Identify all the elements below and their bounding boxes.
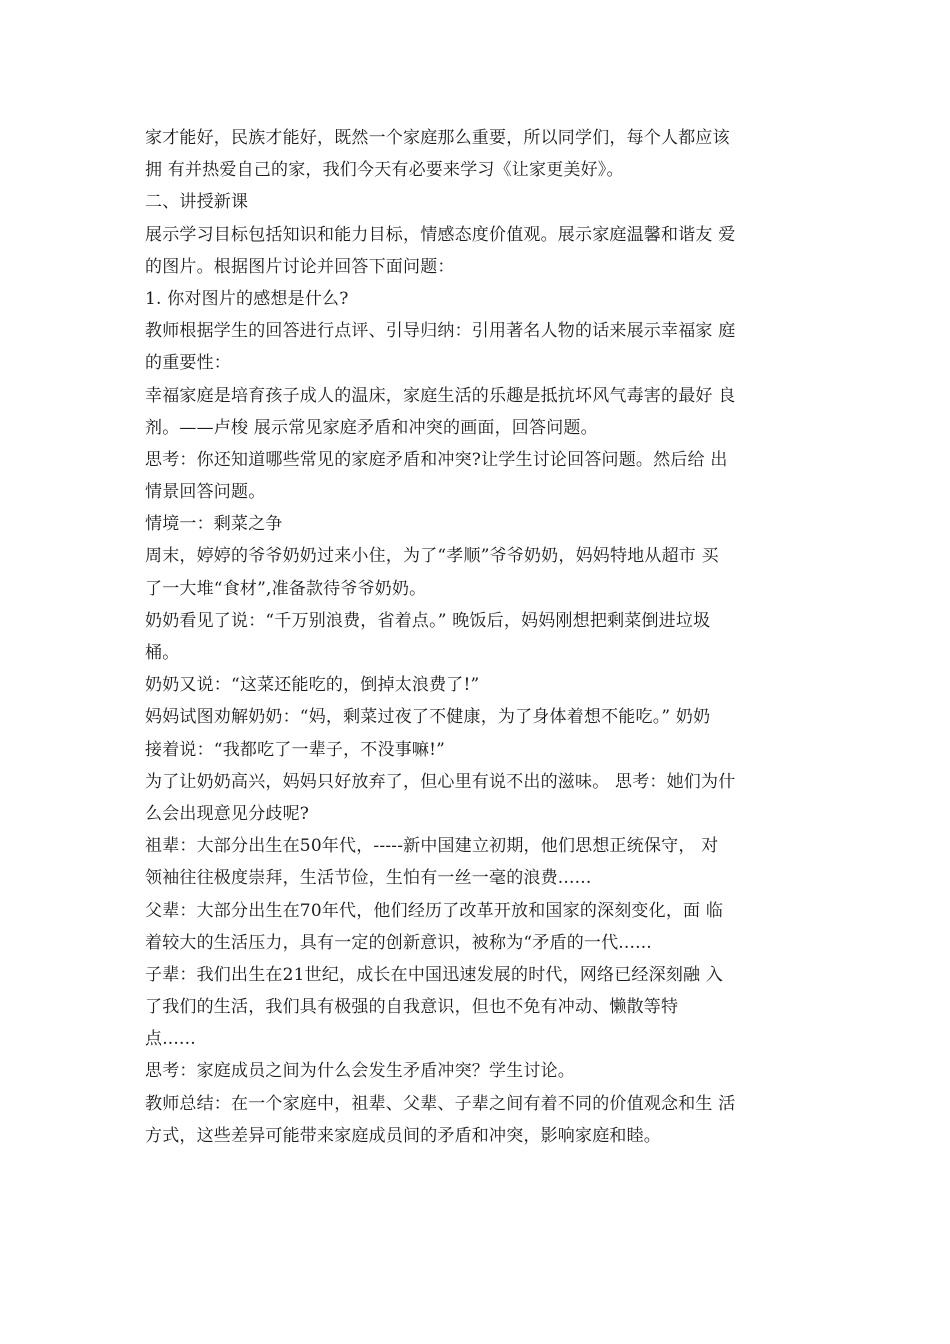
text-line: 方式，这些差异可能带来家庭成员间的矛盾和冲突，影响家庭和睦。: [145, 1125, 661, 1146]
quote-line: 幸福家庭是培育孩子成人的温床，家庭生活的乐趣是抵抗坏风气毒害的最好 良: [145, 385, 736, 406]
text-line: 教师根据学生的回答进行点评、引导归纳：引用著名人物的话来展示幸福家 庭: [145, 321, 736, 342]
text-line: 了我们的生活，我们具有极强的自我意识，但也不免有冲动、懒散等特: [145, 997, 679, 1018]
text-line: 了一大堆“食材”,准备款待爷爷奶奶。: [145, 578, 427, 599]
text-line: 么会出现意见分歧呢?: [145, 803, 310, 824]
text-line: 家才能好，民族才能好，既然一个家庭那么重要，所以同学们，每个人都应该: [145, 128, 730, 148]
question-line: 1. 你对图片的感想是什么?: [145, 288, 349, 309]
text-line: 着较大的生活压力，具有一定的创新意识，被称为“矛盾的一代......: [145, 932, 652, 953]
text-line: 思考：家庭成员之间为什么会发生矛盾冲突？学生讨论。: [145, 1061, 575, 1082]
text-line: 父辈：大部分出生在70年代，他们经历了改革开放和国家的深刻变化，面 临: [145, 900, 724, 921]
text-line: 拥 有并热爱自己的家，我们今天有必要来学习《让家更美好》。: [145, 160, 624, 181]
scenario-heading: 情境一：剩菜之争: [145, 514, 283, 535]
text-line: 奶奶又说：“这菜还能吃的，倒掉太浪费了!”: [145, 675, 480, 696]
text-line: 领袖往往极度崇拜，生活节俭，生怕有一丝一毫的浪费......: [145, 868, 592, 889]
text-line: 桶。: [145, 643, 180, 663]
text-line: 奶奶看见了说：“千万别浪费，省着点。” 晚饭后，妈妈刚想把剩菜倒进垃圾: [145, 610, 711, 631]
text-line: 思考：你还知道哪些常见的家庭矛盾和冲突?让学生讨论回答问题。然后给 出: [145, 449, 728, 470]
section-heading: 二、讲授新课: [145, 192, 249, 213]
text-line: 祖辈：大部分出生在50年代，-----新中国建立初期，他们思想正统保守， 对: [145, 836, 719, 857]
text-line: 为了让奶奶高兴，妈妈只好放弃了，但心里有说不出的滋味。 思考：她们为什: [145, 771, 736, 792]
quote-line: 剂。——卢梭 展示常见家庭矛盾和冲突的画面，回答问题。: [145, 417, 598, 438]
text-line: 的图片。根据图片讨论并回答下面问题：: [145, 256, 455, 277]
text-line: 情景回答问题。: [145, 482, 266, 503]
text-line: 子辈：我们出生在21世纪，成长在中国迅速发展的时代，网络已经深刻融 入: [145, 964, 724, 985]
document-body: [145, 122, 817, 1152]
text-line: 妈妈试图劝解奶奶：“妈，剩菜过夜了不健康，为了身体着想不能吃。” 奶奶: [145, 707, 711, 728]
text-line: 的重要性：: [145, 353, 231, 374]
text-line: 展示学习目标包括知识和能力目标，情感态度价值观。展示家庭温馨和谐友 爱: [145, 224, 736, 245]
text-line: 教师总结：在一个家庭中，祖辈、父辈、子辈之间有着不同的价值观念和生 活: [145, 1093, 736, 1114]
text-line: 接着说：“我都吃了一辈子，不没事嘛!”: [145, 739, 446, 760]
text-line: 点......: [145, 1029, 196, 1050]
text-line: 周末，婷婷的爷爷奶奶过来小住，为了“孝顺”爷爷奶奶，妈妈特地从超市 买: [145, 546, 719, 567]
